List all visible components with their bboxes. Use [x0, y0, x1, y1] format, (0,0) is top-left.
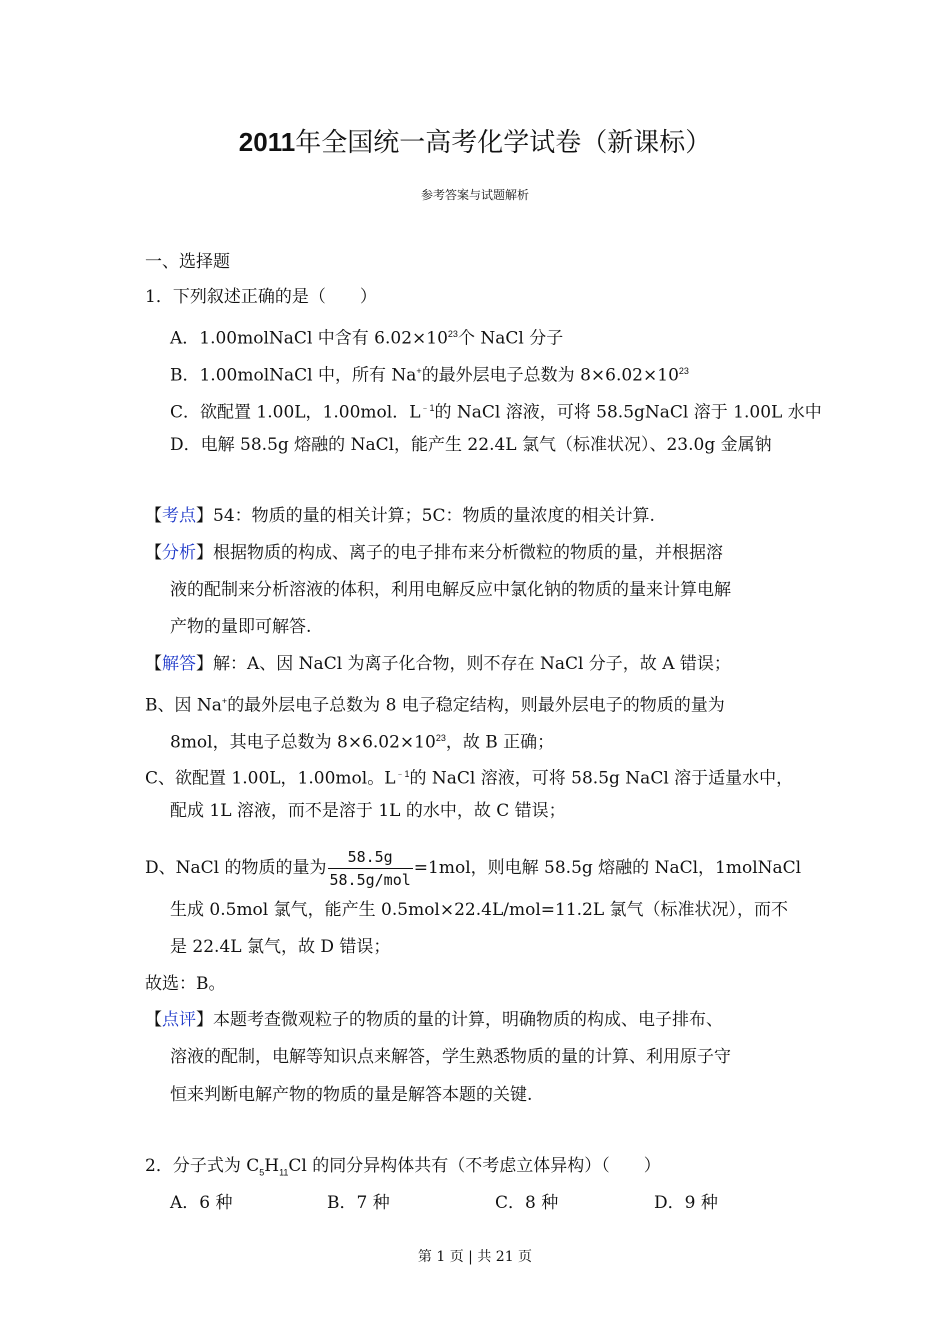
text-line	[145, 973, 226, 995]
text-line	[145, 1009, 723, 1031]
text-run: 故选：B。	[145, 974, 226, 994]
subtitle: 参考答案与试题解析	[420, 188, 529, 202]
text-line	[145, 653, 731, 675]
text-run: 液的配制来分析溶液的体积，利用电解反应中氯化钠的物质的量来计算电解	[170, 580, 731, 600]
text-run: H	[264, 1156, 280, 1176]
text-line	[145, 846, 801, 891]
text-line	[170, 360, 689, 387]
text-line	[145, 286, 377, 308]
text-run: 的最外层电子总数为 8 电子稳定结构，则最外层电子的物质的量为	[227, 695, 725, 716]
text-run: 【	[145, 506, 162, 526]
superscript: 23	[678, 366, 689, 376]
text-run: 溶液的配制，电解等知识点来解答，学生熟悉物质的量的计算、利用原子守	[170, 1047, 731, 1067]
text-run: ，故 B 正确；	[445, 732, 555, 753]
page-title	[0, 122, 950, 159]
text-line	[170, 899, 788, 921]
text-run: 一、选择题	[145, 252, 230, 272]
text-line	[170, 800, 566, 822]
superscript: +	[416, 366, 422, 376]
text-line	[170, 434, 772, 456]
text-line	[145, 505, 655, 527]
text-line	[170, 727, 554, 754]
text-line	[145, 251, 230, 273]
text-run: 的最外层电子总数为 8×6.02×10	[421, 365, 679, 386]
text-line	[170, 1046, 731, 1068]
section-tag: 解答	[162, 654, 196, 674]
text-run: Cl 的同分异构体共有（不考虑立体异构）（ ）	[288, 1156, 661, 1176]
fraction	[328, 846, 413, 891]
option-b: B．7 种	[327, 1193, 390, 1213]
text-line	[170, 1084, 532, 1106]
superscript: ﹣1	[395, 769, 410, 779]
section-tag: 分析	[162, 543, 196, 563]
text-run: C、欲配置 1.00L，1.00mol。L	[145, 768, 396, 789]
superscript: ﹣1	[420, 403, 435, 413]
text-run: 【	[145, 543, 162, 563]
text-run: D．电解 58.5g 熔融的 NaCl，能产生 22.4L 氯气（标准状况）、23.0g 金属钠	[170, 435, 772, 455]
text-run: B、因 Na	[145, 695, 222, 716]
text-run: 】根据物质的构成、离子的电子排布来分析微粒的物质的量，并根据溶	[196, 543, 723, 563]
text-run: 【	[145, 654, 162, 674]
superscript: +	[221, 696, 228, 706]
text-run: 1．下列叙述正确的是（ ）	[145, 287, 377, 307]
text-run: 2．分子式为 C	[145, 1156, 260, 1176]
text-run: B．1.00molNaCl 中，所有 Na	[170, 365, 417, 386]
subscript: 5	[259, 1167, 265, 1178]
title-text: 年全国统一高考化学试卷（新课标）	[295, 128, 712, 158]
text-line	[170, 579, 731, 601]
text-run: 配成 1L 溶液，而不是溶于 1L 的水中，故 C 错误；	[170, 801, 566, 821]
text-run: 的 NaCl 溶液，可将 58.5g NaCl 溶于适量水中，	[409, 768, 794, 789]
title-year: 2011	[238, 127, 296, 157]
text-run: 产物的量即可解答.	[170, 617, 312, 637]
text-line	[170, 936, 390, 958]
text-run: D、NaCl 的物质的量为	[145, 858, 327, 878]
text-run: 的 NaCl 溶液，可将 58.5gNaCl 溶于 1.00L 水中	[434, 402, 822, 423]
option-c: C．8 种	[495, 1193, 559, 1213]
text-line	[145, 763, 793, 790]
subscript: 11	[279, 1167, 289, 1178]
text-line	[170, 616, 311, 638]
text-line	[145, 542, 723, 564]
page-footer: 第 1 页 | 共 21 页	[417, 1249, 533, 1265]
text-run: 恒来判断电解产物的物质的量是解答本题的关键.	[170, 1085, 533, 1105]
text-run: 】本题考查微观粒子的物质的量的计算，明确物质的构成、电子排布、	[196, 1010, 723, 1030]
text-run: 是 22.4L 氯气，故 D 错误；	[170, 937, 391, 957]
option-d: D．9 种	[654, 1193, 718, 1213]
text-run: =1mol，则电解 58.5g 熔融的 NaCl，1molNaCl	[413, 858, 802, 878]
fraction-numerator: 58.5g	[328, 846, 413, 869]
text-run: 】解：A、因 NaCl 为离子化合物，则不存在 NaCl 分子，故 A 错误；	[196, 654, 731, 674]
text-line	[145, 1155, 661, 1183]
text-run: A．1.00molNaCl 中含有 6.02×10	[170, 328, 448, 349]
text-line	[145, 690, 725, 717]
option-a: A．6 种	[170, 1193, 233, 1213]
text-line	[170, 397, 822, 424]
text-run: 个 NaCl 分子	[457, 328, 564, 349]
section-tag: 点评	[162, 1010, 196, 1030]
text-run: 】54：物质的量的相关计算；5C：物质的量浓度的相关计算.	[196, 506, 655, 526]
text-run: 8mol，其电子总数为 8×6.02×10	[170, 732, 436, 753]
text-run: C．欲配置 1.00L，1.00mol．L	[170, 402, 421, 423]
text-run: 【	[145, 1010, 162, 1030]
text-run: 生成 0.5mol 氯气，能产生 0.5mol×22.4L/mol=11.2L 氯气（标准状况），而不	[170, 900, 789, 920]
text-line	[170, 323, 563, 350]
superscript: 23	[435, 733, 446, 743]
superscript: 23	[447, 329, 458, 339]
fraction-denominator: 58.5g/mol	[329, 871, 411, 889]
section-tag: 考点	[162, 506, 196, 526]
